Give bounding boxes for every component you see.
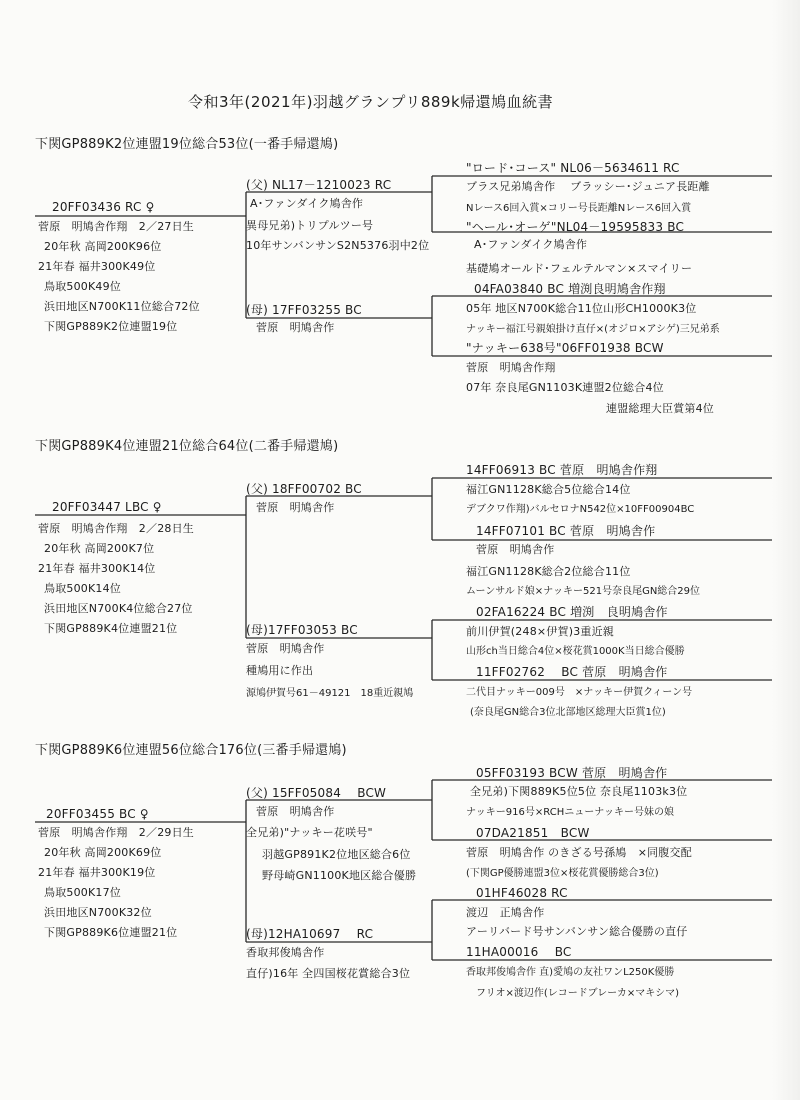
section-1-grandsire-1-line: Nレース6回入賞×コリー号長距離Nレース6回入賞: [466, 203, 692, 214]
section-3-granddam-1-line: 菅原 明鳩舎作 のきざる号孫鳩 ×同腹交配: [466, 846, 692, 859]
section-1-bird-ring: 20FF03436 RC ♀: [52, 200, 155, 214]
section-1-dam-line: 菅原 明鳩舎作: [256, 321, 335, 334]
section-3-grandsire-2-line: 渡辺 正鳩舎作: [466, 906, 545, 919]
section-1-sire-ring: (父) NL17－1210023 RC: [246, 178, 392, 192]
section-3-grandsire-2-line: アーリバード号サンバンサン総合優勝の直仔: [466, 925, 688, 938]
section-2-sire-ring: (父) 18FF00702 BC: [246, 482, 362, 496]
section-1-bird-line: 鳥取500K49位: [44, 280, 122, 293]
section-3-bird-line: 下関GP889K6位連盟21位: [44, 926, 178, 939]
section-2-grandsire-1-line: デブクワ作翔)バルセロナN542位×10FF00904BC: [466, 504, 695, 515]
section-2-granddam-2-line: (奈良尾GN総合3位北部地区総理大臣賞1位): [470, 707, 666, 718]
section-1-grandsire-2-line: ナッキー福江号親娘掛け直仔×(オジロ×アシゲ)三兄弟系: [466, 324, 720, 335]
section-3-bird-line: 鳥取500K17位: [44, 886, 122, 899]
section-3-grandsire-1-line: 全兄弟)下関889K5位5位 奈良尾1103k3位: [470, 785, 688, 798]
section-2-bird-line: 鳥取500K14位: [44, 582, 122, 595]
section-2-dam-ring: (母)17FF03053 BC: [246, 623, 358, 637]
section-3-granddam-2-line: フリオ×渡辺作(レコードブレーカ×マキシマ): [476, 988, 680, 999]
section-3-granddam-2-line: 香取邦俊鳩舎作 直)愛鳩の友社ワンL250K優勝: [466, 967, 675, 978]
section-1-sire-line: A･ファンダイク鳩舎作: [250, 197, 364, 210]
section-2-granddam-2-ring: 11FF02762 BC 菅原 明鳩舎作: [476, 665, 668, 679]
paper-edge-shadow: [772, 0, 800, 1100]
section-3-dam-line: 直仔)16年 全四国桜花賞総合3位: [246, 967, 411, 980]
section-1-heading: 下関GP889K2位連盟19位総合53位(一番手帰還鳩): [35, 137, 339, 152]
section-3-granddam-1-ring: 07DA21851 BCW: [476, 826, 590, 840]
section-1-grandsire-1-line: ブラス兄弟鳩舎作 ブラッシー･ジュニア長距離: [466, 180, 710, 193]
section-3-sire-line: 菅原 明鳩舎作: [256, 805, 335, 818]
section-1-bird-line: 菅原 明鳩舎作翔 2／27日生: [38, 220, 194, 233]
document-title: 令和3年(2021年)羽越グランプリ889k帰還鳩血統書: [188, 93, 554, 111]
section-1-sire-line: 異母兄弟)トリプルツー号: [246, 219, 374, 232]
section-3-sire-line: 羽越GP891K2位地区総合6位: [262, 848, 411, 861]
section-2-grandsire-2-ring: 02FA16224 BC 増渕 良明鳩舎作: [476, 605, 668, 619]
section-1-grandsire-2-ring: 04FA03840 BC 増渕良明鳩舎作翔: [474, 282, 666, 296]
section-3-dam-line: 香取邦俊鳩舎作: [246, 946, 325, 959]
section-2-grandsire-1-ring: 14FF06913 BC 菅原 明鳩舎作翔: [466, 463, 658, 477]
section-1-bird-line: 下関GP889K2位連盟19位: [44, 320, 178, 333]
section-3-sire-line: 全兄弟)"ナッキー花咲号": [246, 826, 373, 839]
section-3-bird-line: 20年秋 高岡200K69位: [44, 846, 162, 859]
section-1-granddam-1-line: 基礎鳩オールド･フェルテルマン×スマイリー: [466, 262, 693, 275]
section-2-heading: 下関GP889K4位連盟21位総合64位(二番手帰還鳩): [35, 439, 339, 454]
section-2-grandsire-2-line: 山形ch当日総合4位×桜花賞1000K当日総合優勝: [466, 646, 685, 657]
section-3-granddam-1-line: (下関GP優勝連盟3位×桜花賞優勝総合3位): [466, 868, 659, 879]
section-1-granddam-1-line: A･ファンダイク鳩舎作: [474, 238, 588, 251]
section-1-granddam-2-ring: "ナッキー638号"06FF01938 BCW: [466, 341, 664, 355]
section-3-sire-line: 野母崎GN1100K地区総合優勝: [262, 869, 417, 882]
section-1-sire-line: 10年サンバンサンS2N5376羽中2位: [246, 239, 430, 252]
section-1-bird-line: 21年春 福井300K49位: [38, 260, 156, 273]
section-1-granddam-2-line: 07年 奈良尾GN1103K連盟2位総合4位: [466, 381, 664, 394]
section-2-dam-line: 菅原 明鳩舎作: [246, 642, 325, 655]
section-3-heading: 下関GP889K6位連盟56位総合176位(三番手帰還鳩): [35, 743, 347, 758]
section-3-bird-ring: 20FF03455 BC ♀: [46, 807, 149, 821]
section-1-bird-line: 20年秋 高岡200K96位: [44, 240, 162, 253]
section-2-grandsire-2-line: 前川伊賀(248×伊賀)3重近親: [466, 625, 614, 638]
section-1-dam-ring: (母) 17FF03255 BC: [246, 303, 362, 317]
section-2-granddam-1-line: 福江GN1128K総合2位総合11位: [466, 565, 631, 578]
section-3-grandsire-1-line: ナッキー916号×RCHニューナッキー号妹の娘: [466, 807, 675, 818]
section-1-granddam-2-line: 菅原 明鳩舎作翔: [466, 361, 556, 374]
section-2-bird-line: 21年春 福井300K14位: [38, 562, 156, 575]
section-2-bird-line: 菅原 明鳩舎作翔 2／28日生: [38, 522, 194, 535]
section-3-sire-ring: (父) 15FF05084 BCW: [246, 786, 387, 800]
section-2-bird-line: 下関GP889K4位連盟21位: [44, 622, 178, 635]
section-3-granddam-2-ring: 11HA00016 BC: [466, 945, 572, 959]
section-3-bird-line: 21年春 福井300K19位: [38, 866, 156, 879]
section-2-granddam-2-line: 二代目ナッキー009号 ×ナッキー伊賀クィーン号: [466, 687, 693, 698]
section-2-grandsire-1-line: 福江GN1128K総合5位総合14位: [466, 483, 631, 496]
section-2-sire-line: 菅原 明鳩舎作: [256, 501, 335, 514]
section-3-grandsire-2-ring: 01HF46028 RC: [476, 886, 568, 900]
section-1-bird-line: 浜田地区N700K11位総合72位: [44, 300, 200, 313]
section-1-grandsire-2-line: 05年 地区N700K総合11位山形CH1000K3位: [466, 302, 697, 315]
section-2-dam-line: 種鳩用に作出: [246, 664, 314, 677]
section-1-grandsire-1-ring: "ロード･コース" NL06－5634611 RC: [466, 161, 680, 175]
section-3-grandsire-1-ring: 05FF03193 BCW 菅原 明鳩舎作: [476, 766, 668, 780]
section-1-granddam-1-ring: "ヘール･オーゲ"NL04－19595833 BC: [466, 220, 685, 234]
section-2-bird-line: 20年秋 高岡200K7位: [44, 542, 155, 555]
section-2-bird-line: 浜田地区N700K4位総合27位: [44, 602, 193, 615]
section-2-granddam-1-line: ムーンサルド娘×ナッキー521号奈良尾GN総合29位: [466, 586, 701, 597]
section-1-granddam-2-line: 連盟総理大臣賞第4位: [606, 402, 714, 415]
section-3-bird-line: 菅原 明鳩舎作翔 2／29日生: [38, 826, 194, 839]
section-2-granddam-1-ring: 14FF07101 BC 菅原 明鳩舎作: [476, 524, 656, 538]
section-2-dam-line: 源鳩伊賀号61－49121 18重近親鳩: [246, 688, 414, 699]
section-3-bird-line: 浜田地区N700K32位: [44, 906, 152, 919]
section-2-granddam-1-line: 菅原 明鳩舎作: [476, 543, 555, 556]
section-3-dam-ring: (母)12HA10697 RC: [246, 927, 374, 941]
section-2-bird-ring: 20FF03447 LBC ♀: [52, 500, 162, 514]
